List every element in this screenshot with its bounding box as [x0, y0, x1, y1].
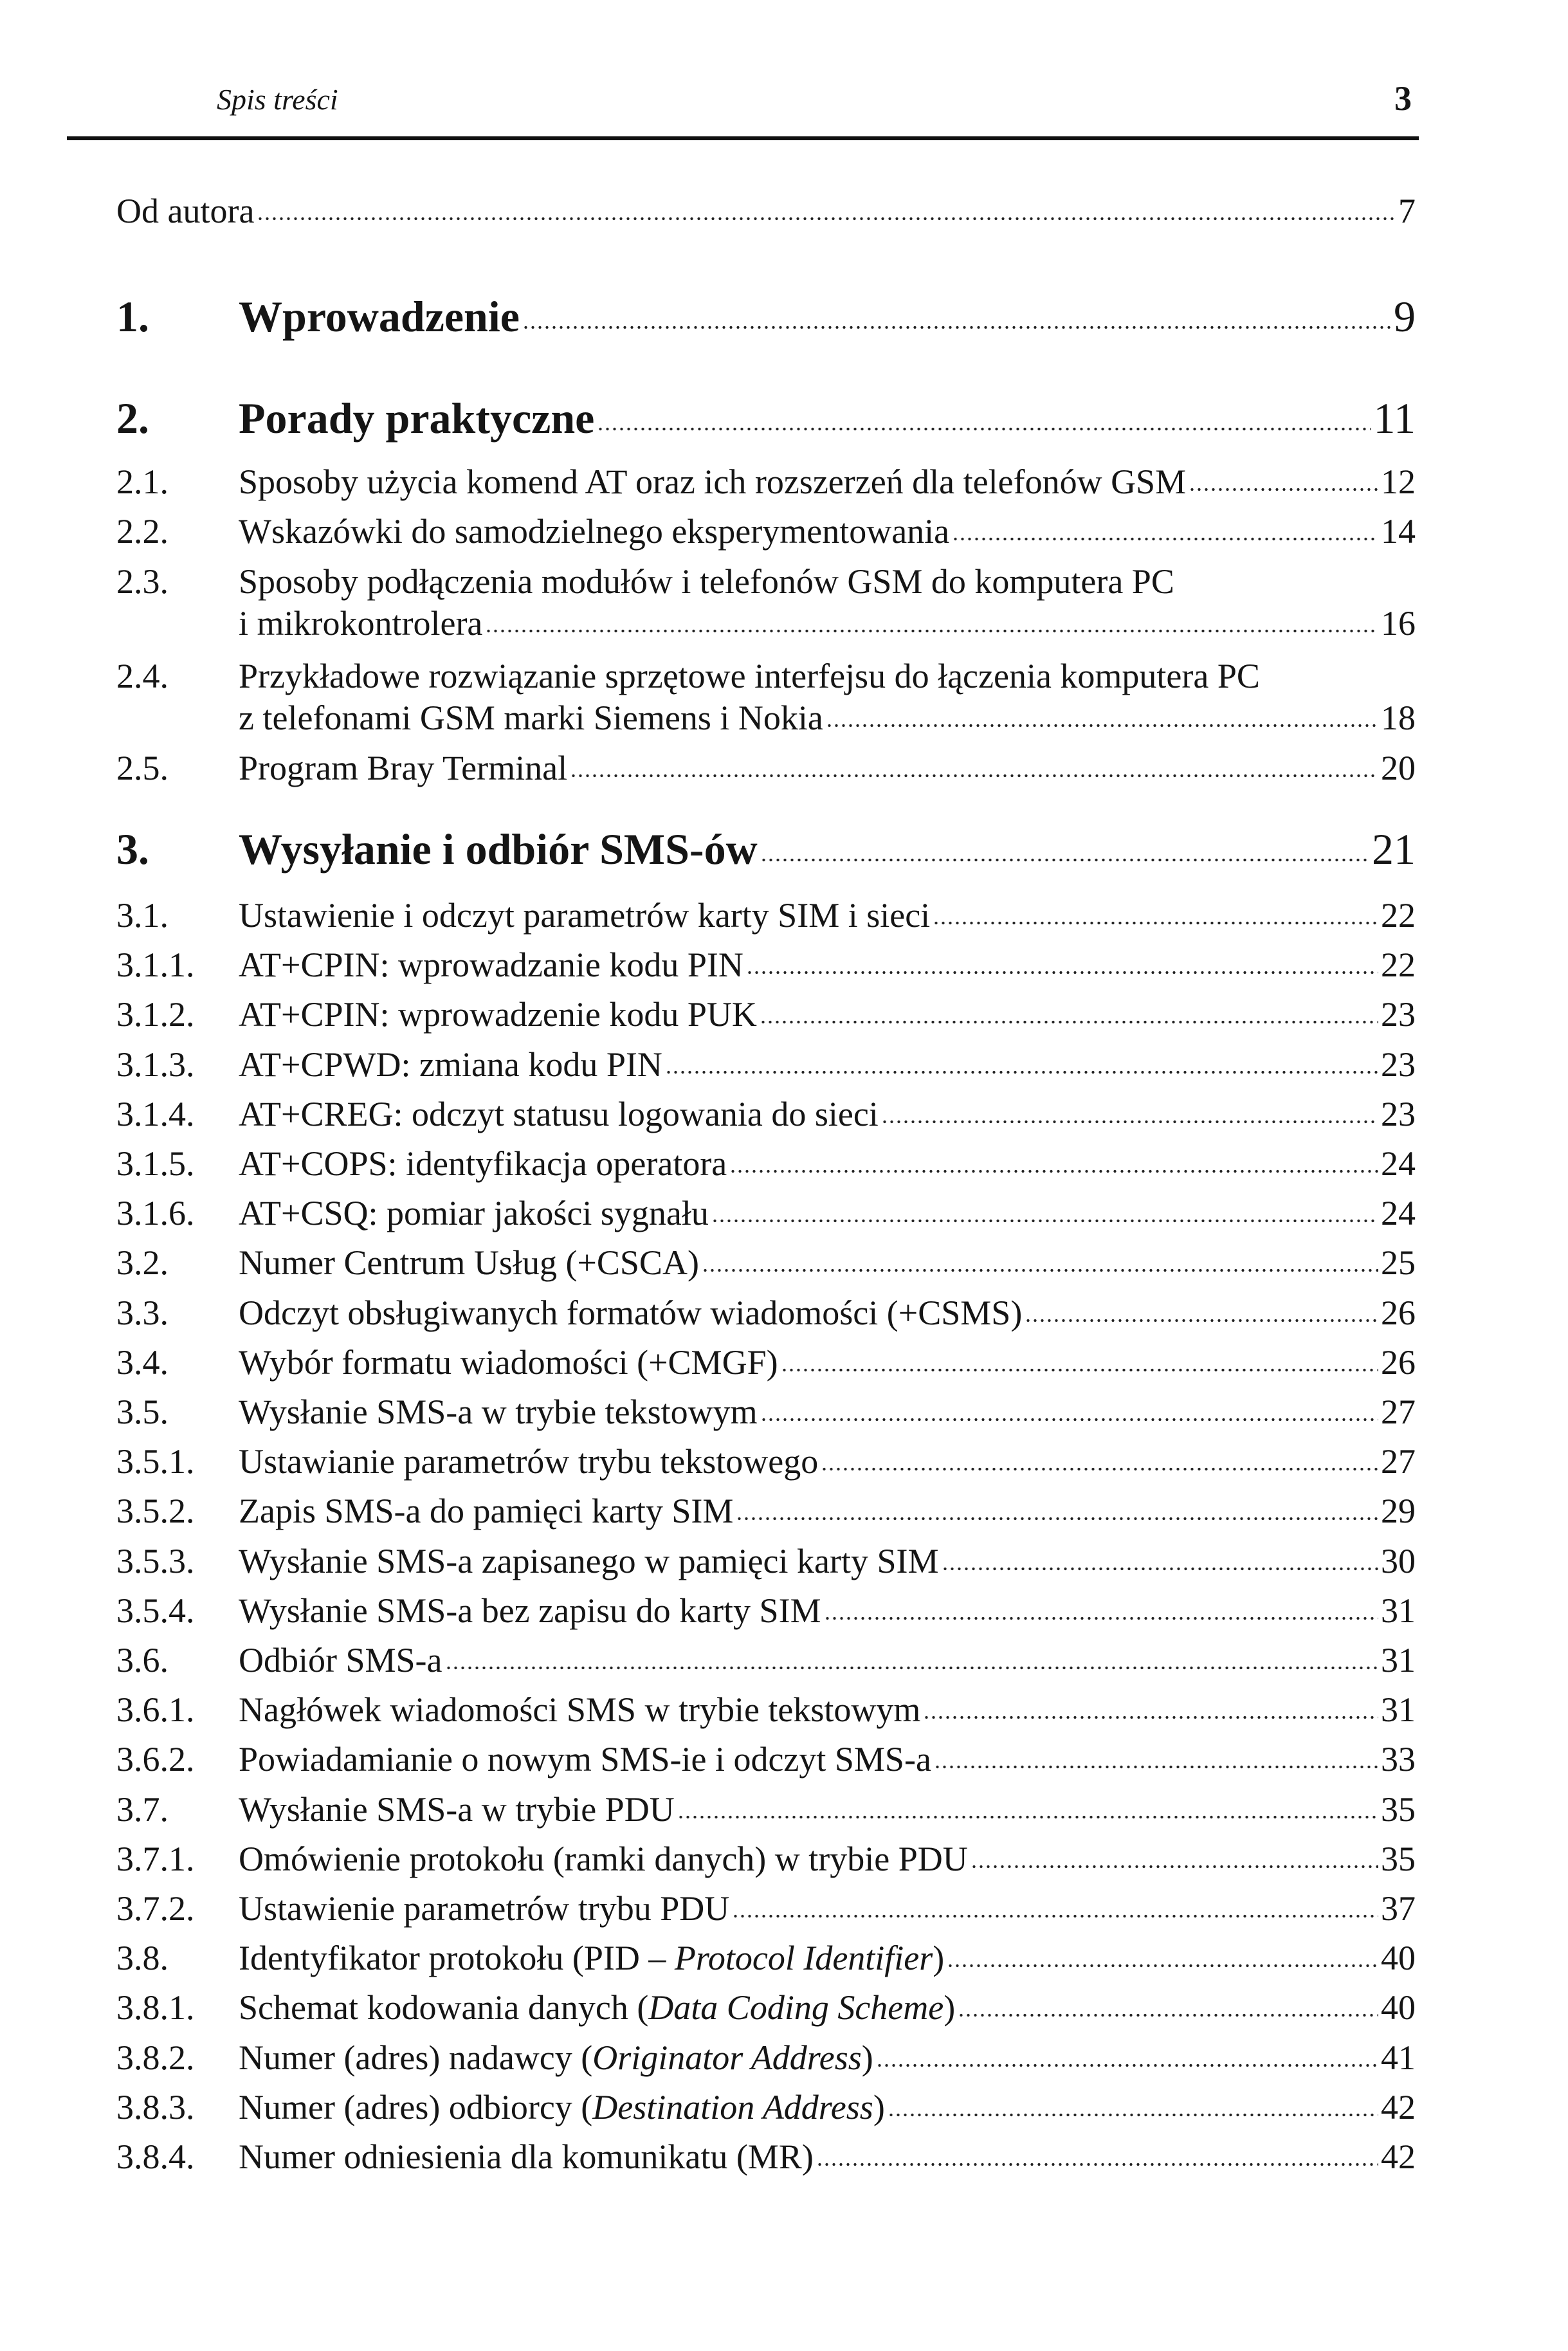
toc-entry-page: 22 [1381, 946, 1416, 985]
toc-entry-title [239, 895, 930, 935]
toc-entry-page: 21 [1372, 825, 1416, 874]
toc-entry-number: 3.8. [116, 1939, 169, 1978]
toc-entry-number: 2.4. [116, 657, 169, 695]
dot-leader [736, 1515, 1378, 1523]
toc-entry-title [239, 2038, 873, 2078]
title-part: AT+COPS: identyfikacja operatora [239, 1144, 727, 1183]
toc-entry [116, 191, 1416, 231]
title-part: Identyfikator protokołu (PID – [239, 1939, 675, 1978]
title-italic-part: Destination Address [592, 2087, 873, 2127]
title-part: Wprowadzenie [239, 292, 520, 341]
title-part: Program Bray Terminal [239, 749, 568, 787]
title-part: AT+CPWD: zmiana kodu PIN [239, 1045, 662, 1084]
toc-entry-title [239, 603, 482, 643]
toc-entry [116, 562, 1416, 643]
toc-entry [116, 1889, 1416, 1928]
toc-entry-page: 24 [1381, 1194, 1416, 1233]
toc-entry [116, 392, 1416, 444]
toc-entry-title [239, 656, 1260, 696]
title-part: Wysłanie SMS-a zapisanego w pamięci karty SIM [239, 1541, 939, 1580]
title-part: ) [944, 1988, 956, 2027]
toc-entry [116, 1640, 1416, 1680]
toc-entry [116, 2038, 1416, 2078]
toc-entry-title [239, 1739, 931, 1779]
title-part: Schemat kodowania danych ( [239, 1988, 649, 2027]
toc-entry-number: 3.1.1. [116, 946, 195, 985]
dot-leader [947, 1962, 1378, 1970]
toc-entry-title [239, 392, 594, 444]
toc-entry-title [239, 1988, 955, 2027]
toc-entry-page: 23 [1381, 1094, 1416, 1133]
title-part: Ustawianie parametrów trybu tekstowego [239, 1442, 819, 1481]
toc-entry-number: 3.6.1. [116, 1690, 195, 1730]
toc-entry-title [116, 191, 254, 231]
toc-entry [116, 1839, 1416, 1879]
toc-entry [116, 1789, 1416, 1829]
title-part: Odczyt obsługiwanych formatów wiadomości (+CSMS) [239, 1293, 1023, 1332]
toc-entry-title [239, 511, 949, 551]
title-part: AT+CSQ: pomiar jakości sygnału [239, 1194, 709, 1233]
dot-leader [677, 1813, 1378, 1821]
dot-leader [597, 425, 1371, 433]
dot-leader [942, 1565, 1379, 1573]
title-part: Numer Centrum Usług (+CSCA) [239, 1243, 699, 1283]
toc-entry-title [239, 945, 743, 985]
toc-entry [116, 1045, 1416, 1084]
running-title: Spis treści [217, 83, 338, 116]
title-part: z telefonami GSM marki Siemens i Nokia [239, 699, 823, 737]
title-part: Numer (adres) odbiorcy ( [239, 2087, 593, 2127]
dot-leader [760, 1018, 1378, 1026]
toc-entry-number: 2.5. [116, 749, 169, 787]
toc-entry-number: 3.7. [116, 1789, 169, 1829]
toc-entry-title [239, 1491, 733, 1531]
toc-entry-page: 9 [1394, 292, 1416, 341]
toc-entry-page: 26 [1381, 1293, 1416, 1332]
title-part: Ustawienie parametrów trybu PDU [239, 1889, 730, 1928]
dot-leader [711, 1217, 1378, 1225]
dot-leader [888, 2111, 1378, 2119]
dot-leader [821, 1465, 1378, 1473]
toc-entry-number: 3.1.3. [116, 1045, 195, 1084]
toc-entry-page: 12 [1381, 462, 1416, 501]
toc-entry-page: 23 [1381, 995, 1416, 1034]
toc-entry [116, 2137, 1416, 2177]
title-part: Omówienie protokołu (ramki danych) w trybie PDU [239, 1839, 968, 1878]
toc-entry-title [239, 1144, 727, 1184]
dot-leader [485, 627, 1378, 635]
toc-entry-number: 3.6.2. [116, 1740, 195, 1779]
toc-entry [116, 1938, 1416, 1978]
toc-entry [116, 1392, 1416, 1432]
toc-entry-page: 25 [1381, 1243, 1416, 1283]
toc-entry-number: 3.1.6. [116, 1194, 195, 1233]
title-part: Porady praktyczne [239, 394, 595, 443]
toc-entry-page: 23 [1381, 1045, 1416, 1084]
toc-entry-page: 27 [1381, 1393, 1416, 1431]
toc-entry [116, 1342, 1416, 1382]
toc-entry-title [239, 1640, 442, 1680]
title-part: Numer (adres) nadawcy ( [239, 2038, 593, 2077]
toc-entry-page: 7 [1398, 192, 1416, 230]
toc-entry-number: 3.4. [116, 1342, 169, 1382]
toc-entry-title [239, 1541, 939, 1581]
title-part: Numer odniesienia dla komunikatu (MR) [239, 2137, 814, 2176]
dot-leader [570, 772, 1378, 780]
title-part: i mikrokontrolera [239, 604, 483, 643]
dot-leader [958, 2011, 1378, 2019]
dot-leader [1189, 486, 1378, 493]
toc-entry [116, 945, 1416, 985]
dot-leader [729, 1167, 1378, 1175]
toc-entry-number: 3.8.1. [116, 1988, 195, 2027]
title-part: Przykładowe rozwiązanie sprzętowe interfejsu do łączenia komputera PC [239, 657, 1260, 695]
title-part: Odbiór SMS-a [239, 1641, 442, 1679]
title-part: Powiadamianie o nowym SMS-ie i odczyt SMS-a [239, 1740, 931, 1779]
toc-entry-number: 3.1.5. [116, 1144, 195, 1183]
toc-entry-title [239, 562, 1174, 601]
title-part: Wskazówki do samodzielnego eksperymentowania [239, 512, 950, 551]
page-number: 3 [1394, 79, 1412, 118]
toc-entry-title [239, 2137, 814, 2177]
title-part: Wysłanie SMS-a bez zapisu do karty SIM [239, 1591, 821, 1630]
dot-leader [816, 2161, 1378, 2168]
toc-entry-page: 30 [1381, 1541, 1416, 1580]
toc-entry [116, 1690, 1416, 1730]
toc-entry [116, 1193, 1416, 1233]
toc-entry-page: 27 [1381, 1442, 1416, 1481]
toc-entry-title [239, 748, 567, 788]
dot-leader [881, 1118, 1378, 1126]
toc-entry-number: 3.7.2. [116, 1889, 195, 1928]
title-part: Zapis SMS-a do pamięci karty SIM [239, 1492, 734, 1531]
dot-leader [933, 919, 1378, 927]
toc-entry-title [239, 1839, 968, 1879]
toc-entry-number: 3.5.3. [116, 1541, 195, 1580]
toc-entry-number: 3.5.2. [116, 1492, 195, 1531]
toc-entry [116, 1243, 1416, 1283]
title-italic-part: Protocol Identifier [674, 1939, 933, 1978]
toc-entry-page: 31 [1381, 1690, 1416, 1730]
toc-entry-page: 37 [1381, 1889, 1416, 1928]
toc-entry-page: 24 [1381, 1144, 1416, 1183]
toc-entry-number: 3.8.3. [116, 2087, 195, 2127]
toc-entry [116, 1293, 1416, 1333]
toc-entry [116, 1988, 1416, 2027]
title-part: AT+CPIN: wprowadzenie kodu PUK [239, 995, 757, 1034]
title-part: Nagłówek wiadomości SMS w trybie tekstowym [239, 1690, 921, 1730]
toc-entry-page: 16 [1381, 604, 1416, 643]
toc-entry-number: 2.3. [116, 562, 169, 601]
toc-entry [116, 656, 1416, 738]
toc-entry-page: 35 [1381, 1839, 1416, 1878]
toc-entry-number: 3.5.4. [116, 1591, 195, 1630]
toc-entry-number: 3.5.1. [116, 1442, 195, 1481]
toc-entry-number: 3.2. [116, 1243, 169, 1283]
toc-entry-title [239, 1591, 821, 1631]
title-part: Wysyłanie i odbiór SMS-ów [239, 825, 758, 874]
toc-entry-page: 22 [1381, 896, 1416, 935]
dot-leader [781, 1366, 1378, 1374]
toc-entry-page: 11 [1373, 394, 1416, 443]
toc-entry-number: 3.6. [116, 1641, 169, 1679]
toc-entry-page: 26 [1381, 1342, 1416, 1382]
dot-leader [522, 324, 1391, 331]
toc-entry [116, 748, 1416, 788]
toc-entry-number: 3.1.4. [116, 1094, 195, 1133]
toc-entry-title [239, 823, 758, 875]
title-part: Wybór formatu wiadomości (+CMGF) [239, 1342, 778, 1382]
toc-entry-title [239, 994, 757, 1034]
dot-leader [952, 535, 1378, 543]
toc-entry-title [239, 1045, 662, 1084]
title-part: Sposoby podłączenia modułów i telefonów GSM do komputera PC [239, 562, 1174, 601]
toc-entry-page: 29 [1381, 1492, 1416, 1531]
dot-leader [923, 1714, 1378, 1721]
toc-entry [116, 994, 1416, 1034]
toc-entry-page: 35 [1381, 1789, 1416, 1829]
dot-leader [760, 1416, 1378, 1423]
toc-entry-page: 31 [1381, 1641, 1416, 1679]
toc-entry [116, 895, 1416, 935]
title-italic-part: Originator Address [592, 2038, 862, 2077]
title-part: Od autora [116, 192, 255, 230]
toc-entry-number: 3.8.4. [116, 2137, 195, 2176]
dot-leader [257, 215, 1396, 223]
dot-leader [1025, 1317, 1378, 1324]
toc-entry-title [239, 1342, 778, 1382]
title-part: ) [933, 1939, 945, 1978]
dot-leader [665, 1068, 1378, 1076]
toc-entry-title [239, 1392, 758, 1432]
toc-entry-title [239, 2087, 885, 2127]
toc-entry-title [239, 1938, 944, 1978]
dot-leader [824, 1615, 1378, 1622]
toc-entry-title [239, 1441, 818, 1481]
dot-leader [934, 1763, 1378, 1771]
toc-entry-title [239, 1690, 920, 1730]
toc-entry [116, 1144, 1416, 1184]
toc-entry-page: 18 [1381, 699, 1416, 737]
title-part: Sposoby użycia komend AT oraz ich rozszerzeń dla telefonów GSM [239, 462, 1187, 501]
toc-entry-number: 2. [116, 394, 149, 443]
dot-leader [445, 1664, 1378, 1672]
toc-entry-page: 33 [1381, 1740, 1416, 1779]
title-part: ) [861, 2038, 873, 2077]
dot-leader [702, 1267, 1378, 1274]
toc-entry-number: 2.2. [116, 512, 169, 551]
toc-entry-title [239, 1243, 699, 1283]
toc-entry [116, 1739, 1416, 1779]
toc-entry [116, 1591, 1416, 1631]
toc-entry-title [239, 1293, 1022, 1333]
toc-entry [116, 2087, 1416, 2127]
toc-entry-page: 42 [1381, 2137, 1416, 2176]
toc-entry-title [239, 462, 1186, 502]
dot-leader [971, 1863, 1378, 1871]
toc-entry-page: 31 [1381, 1591, 1416, 1630]
toc-entry-number: 3.1.2. [116, 995, 195, 1034]
toc-entry [116, 1094, 1416, 1134]
title-part: ) [873, 2087, 885, 2127]
title-part: Wysłanie SMS-a w trybie PDU [239, 1789, 675, 1829]
toc-entry-page: 14 [1381, 512, 1416, 551]
toc-entry-page: 40 [1381, 1988, 1416, 2027]
dot-leader [876, 2062, 1378, 2069]
toc-entry [116, 1491, 1416, 1531]
toc-entry [116, 462, 1416, 502]
toc-entry-number: 3. [116, 825, 149, 874]
title-part: AT+CREG: odczyt statusu logowania do sieci [239, 1094, 879, 1133]
toc-entry-title [239, 1193, 709, 1233]
toc-entry-number: 3.1. [116, 896, 169, 935]
title-part: Wysłanie SMS-a w trybie tekstowym [239, 1393, 758, 1431]
toc-entry [116, 291, 1416, 342]
toc-entry-page: 40 [1381, 1939, 1416, 1978]
toc-entry-number: 3.5. [116, 1393, 169, 1431]
toc-entry [116, 511, 1416, 551]
toc-entry-number: 2.1. [116, 462, 169, 501]
toc-entry-number: 1. [116, 292, 149, 341]
dot-leader [732, 1912, 1378, 1920]
toc-entry-title [239, 1789, 675, 1829]
dot-leader [826, 722, 1378, 729]
toc-entry-title [239, 698, 823, 738]
title-italic-part: Data Coding Scheme [648, 1988, 944, 2027]
dot-leader [746, 969, 1378, 976]
dot-leader [760, 856, 1369, 864]
toc-entry-number: 3.7.1. [116, 1839, 195, 1878]
toc-entry [116, 1441, 1416, 1481]
toc-entry [116, 1541, 1416, 1581]
title-part: AT+CPIN: wprowadzanie kodu PIN [239, 946, 743, 985]
header-rule [67, 136, 1419, 140]
toc-entry-page: 20 [1381, 749, 1416, 787]
toc-entry-number: 3.8.2. [116, 2038, 195, 2077]
toc-entry-page: 42 [1381, 2087, 1416, 2127]
toc-entry [116, 823, 1416, 875]
title-part: Ustawienie i odczyt parametrów karty SIM i sieci [239, 896, 931, 935]
toc-entry-title [239, 1889, 729, 1928]
toc-entry-number: 3.3. [116, 1293, 169, 1332]
toc-entry-page: 41 [1381, 2038, 1416, 2077]
toc-entry-title [239, 1094, 879, 1134]
toc-entry-title [239, 291, 520, 342]
